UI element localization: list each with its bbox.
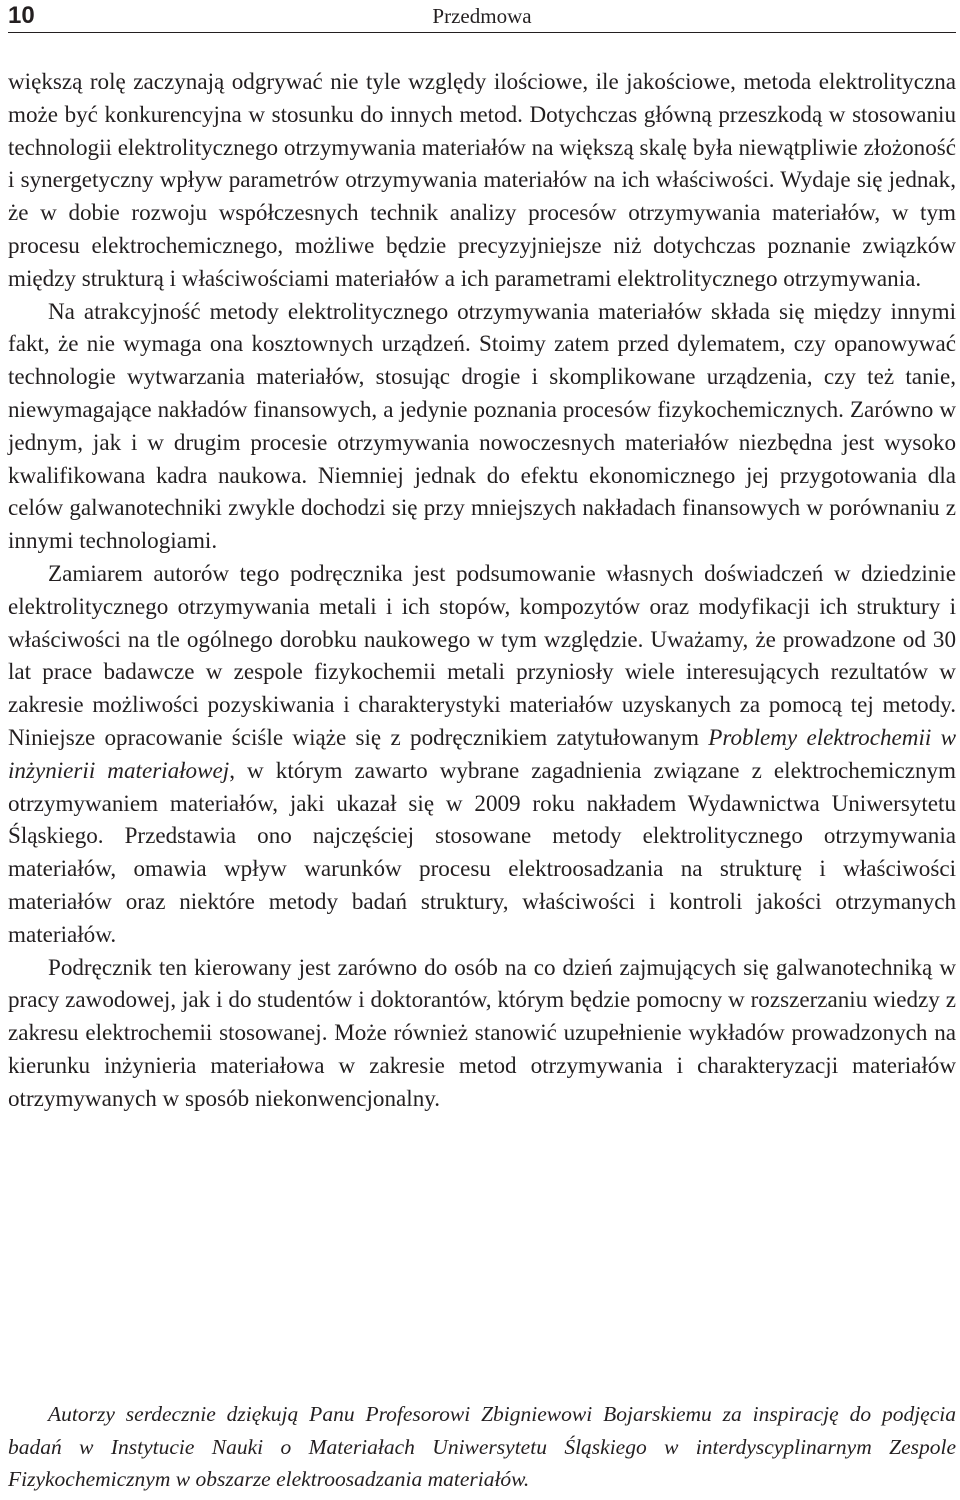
acknowledgement (8, 1398, 956, 1496)
acknowledgement-text: Autorzy serdecznie dziękują Panu Profesorowi Zbigniewowi Bojarskiemu za inspirację do podjęcia badań w Instytucie Nauki o Materiałach Uniwersytetu Śląskiego w interdyscyplinarnym Zespole Fizykochemicznym w obszarze elektroosadzania materiałów. (8, 1402, 956, 1491)
paragraph-text: Zamiarem autorów tego podręcznika jest podsumowanie własnych doświadczeń w dziedzinie elektrolitycznego otrzymywania metali i ich stopów, kompozytów oraz modyfikacji ich struktury i właściwości na tle ogólnego dorobku naukowego w tym względzie. Uważamy, że prowadzone od 30 lat prace badawcze w zespole fizykochemii metali przyniosły wiele interesujących rezultatów w zakresie możliwości pozyskiwania i charakterystyki materiałów uzyskanych za pomocą tej metody. Niniejsze opracowanie ściśle wiąże się z podręcznikiem zatytułowanym (8, 559, 956, 750)
paragraph-text: , w którym zawarto wybrane zagadnienia związane z elektrochemicznym otrzymywaniem materiałów, jaki ukazał się w 2009 roku nakładem Wydawnictwa Uniwersytetu Śląskiego. Przedstawia ono najczęściej stosowane metody elektrolitycznego otrzymywania materiałów, omawia wpływ warunków procesu elektroosadzania na strukturę i właściwości materiałów oraz niektóre metody badań struktury, właściwości i kontroli jakości otrzymanych materiałów. (8, 756, 956, 947)
main-text (8, 65, 956, 1115)
book-title: Problemy elektrochemii w inżynierii materiałowej (8, 723, 956, 783)
page-number: 10 (8, 2, 35, 29)
paragraph: Na atrakcyjność metody elektrolitycznego otrzymywania materiałów składa się między innymi fakt, że nie wymaga ona kosztownych urządzeń. Stoimy zatem przed dylematem, czy opanowywać technologie wytwarzania materiałów, stosując drogie i skomplikowane urządzenia, czy też tanie, niewymagające nakładów finansowych, a jedynie poznania procesów fizykochemicznych. Zarówno w jednym, jak i w drugim procesie otrzymywania nowoczesnych materiałów niezbędna jest wysoko kwalifikowana kadra naukowa. Niemniej jednak do efektu ekonomicznego jej przygotowania dla celów galwanotechniki zwykle dochodzi się przy mniejszych nakładach finansowych w porównaniu z innymi technologiami. (8, 297, 956, 554)
page-header (8, 0, 956, 33)
running-head: Przedmowa (432, 4, 532, 28)
paragraph (8, 557, 956, 951)
paragraph-continued: większą rolę zaczynają odgrywać nie tyle względy ilościowe, ile jakościowe, metoda elektrolityczna może być konkurencyjna w stosunku do innych metod. Dotychczas główną przeszkodą w stosowaniu technologii elektrolitycznego otrzymywania materiałów na większą skalę była niewątpliwie złożoność i synergetyczny wpływ parametrów otrzymywania materiałów na ich właściwości. Wydaje się jednak, że w dobie rozwoju współczesnych technik analizy procesów otrzymywania materiałów, w tym procesu elektrochemicznego, możliwe będzie precyzyjniejsze niż dotychczas poznanie związków między strukturą i właściwościami materiałów a ich parametrami elektrolitycznego otrzymywania. (8, 68, 956, 291)
paragraph: Podręcznik ten kierowany jest zarówno do osób na co dzień zajmujących się galwanotechniką w pracy zawodowej, jak i do studentów i doktorantów, którym będzie pomocny w rozszerzaniu wiedzy z zakresu elektrochemii stosowanej. Może również stanowić uzupełnienie wykładów prowadzonych na kierunku inżynieria materiałowa w zakresie metod otrzymywania i charakteryzacji materiałów otrzymywanych w sposób niekonwencjonalny. (8, 953, 956, 1111)
